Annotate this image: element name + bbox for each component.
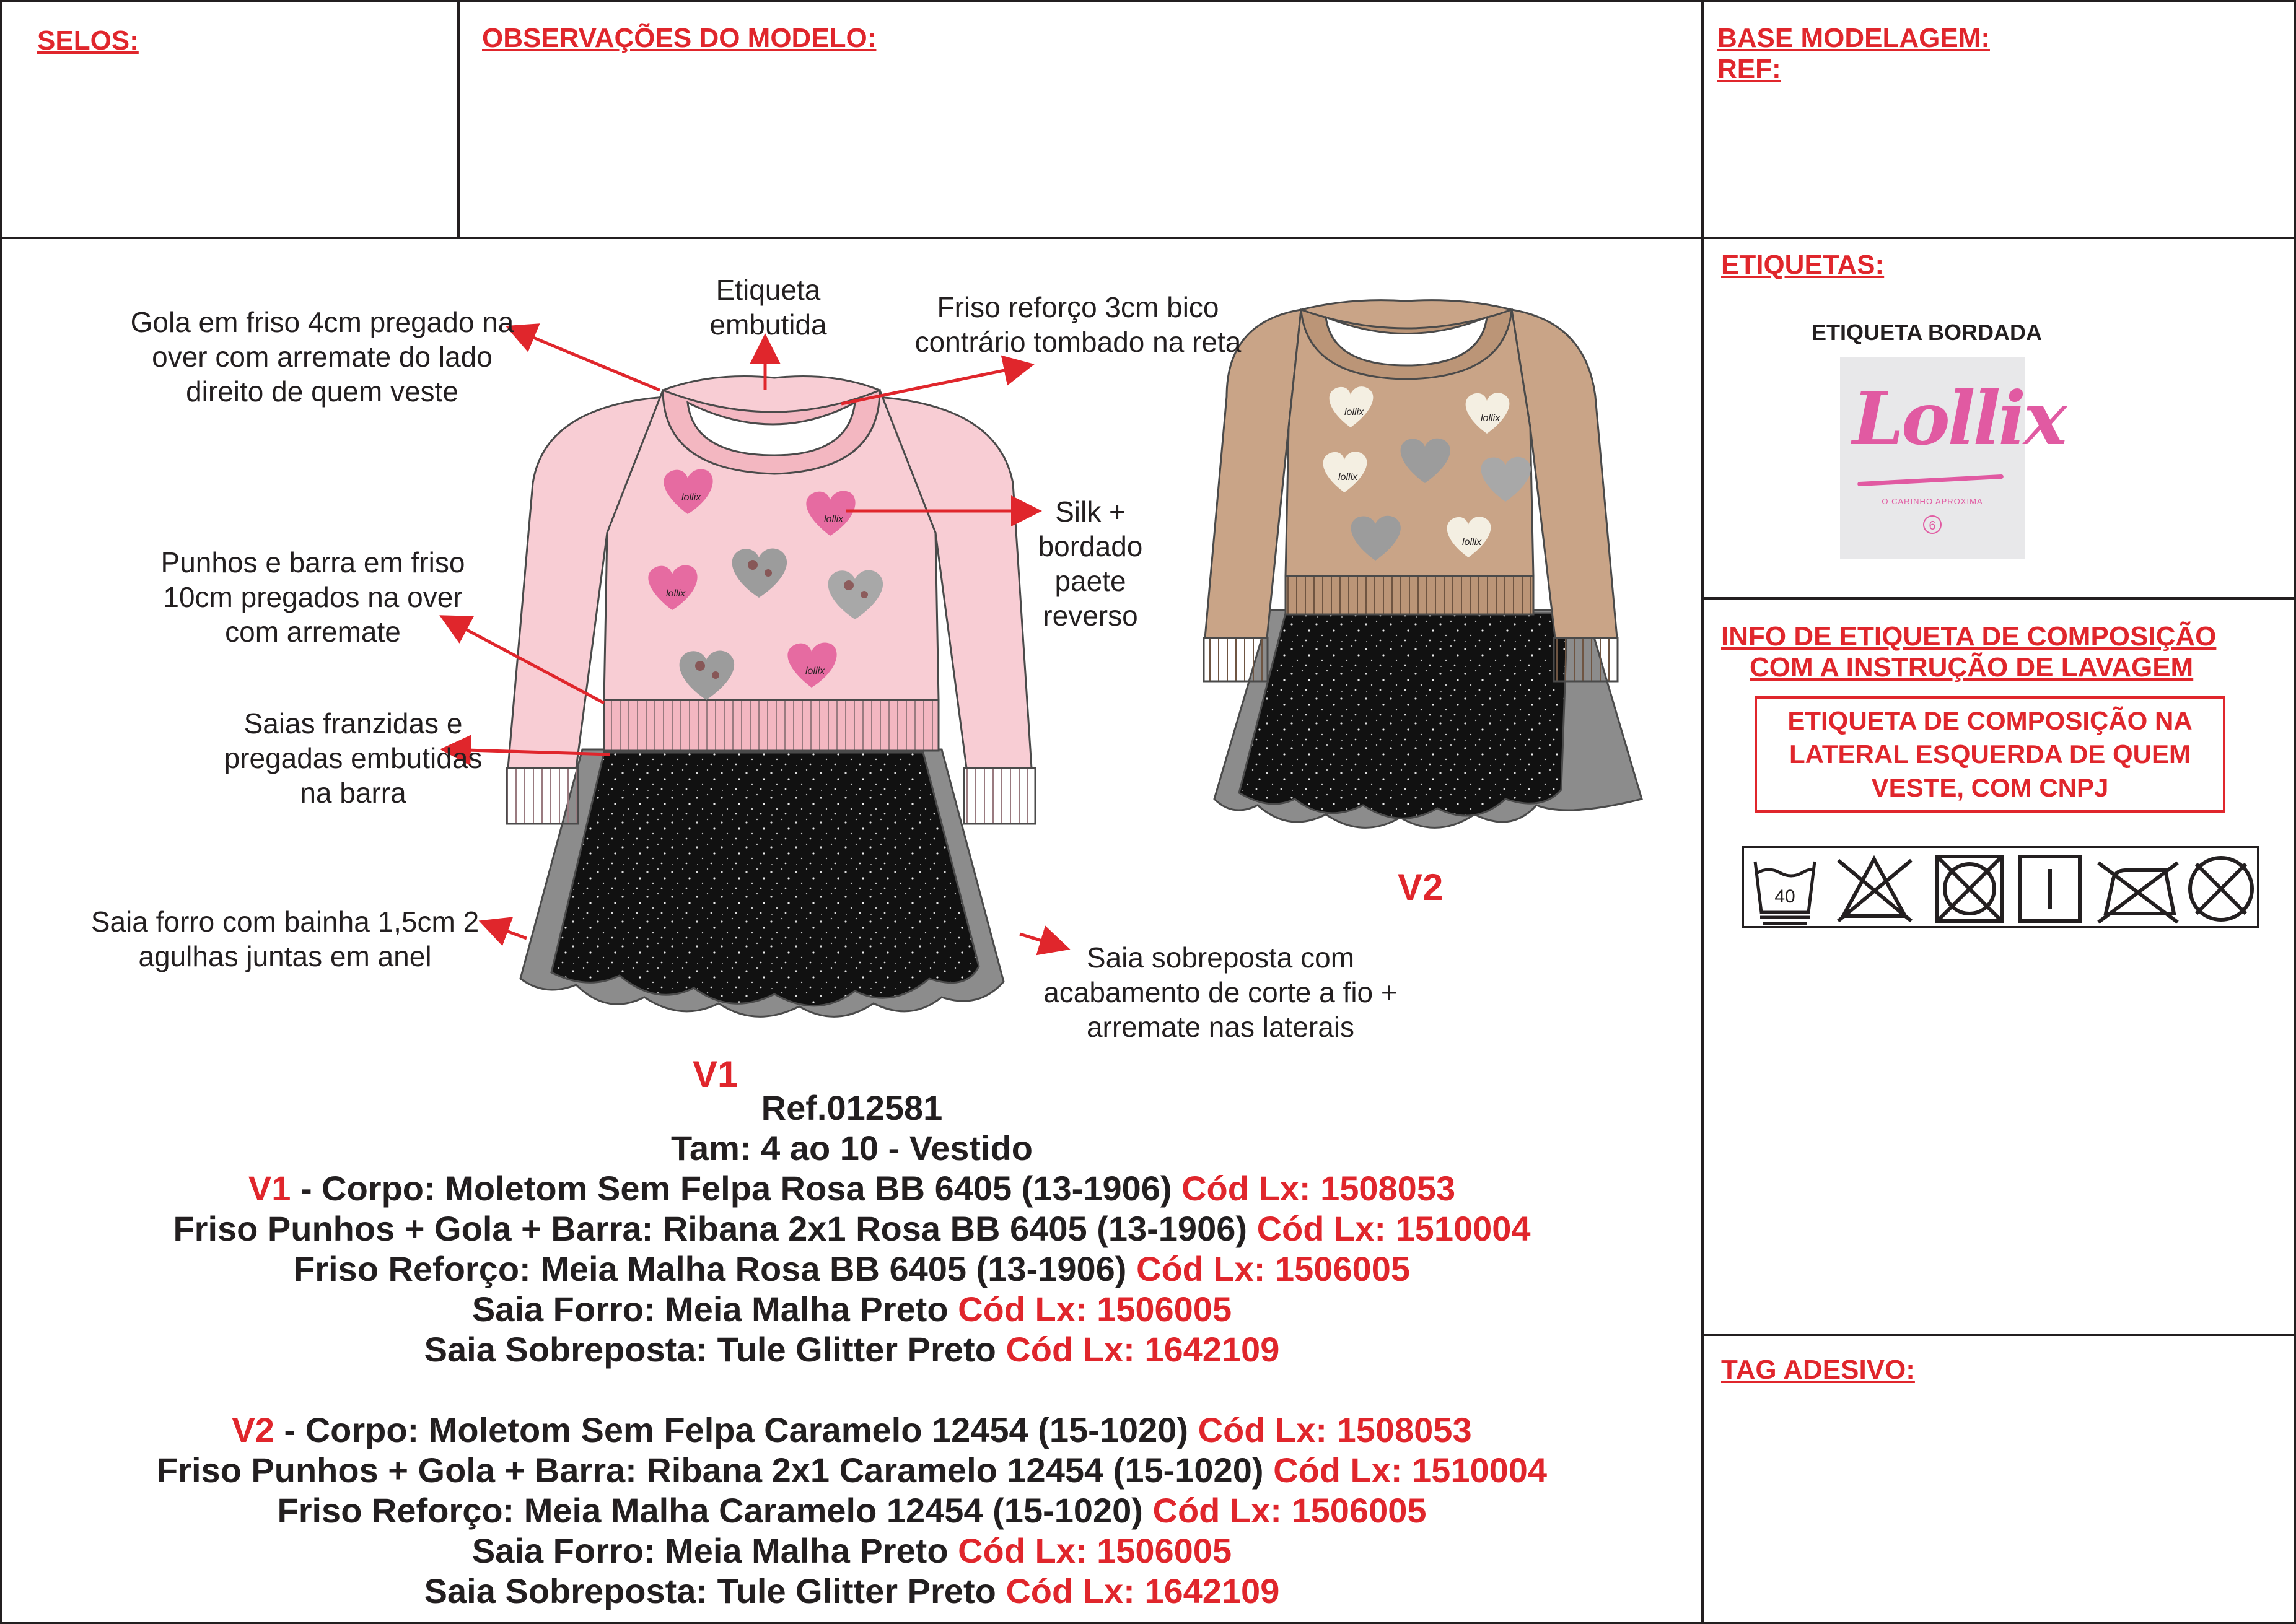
tag-adesivo-title: TAG ADESIVO: [1721,1355,1915,1385]
annotation-gola: Gola em friso 4cm pregado na over com arremate do lado direito de quem veste [130,306,514,408]
spec-v2-line-1: V2 - Corpo: Moletom Sem Felpa Caramelo 12454 (15-1020) Cód Lx: 1508053 [232,1410,1472,1449]
spec-v2-line-2: Friso Punhos + Gola + Barra: Ribana 2x1 Caramelo 12454 (15-1020) Cód Lx: 1510004 [156,1451,1548,1490]
no-dry-clean-icon [2190,858,2252,920]
spec-v1-line-1: V1 - Corpo: Moletom Sem Felpa Rosa BB 6405 (13-1906) Cód Lx: 1508053 [248,1169,1456,1208]
spec-v1-tag: V1 [248,1169,291,1208]
lollix-underline [1857,474,2004,486]
svg-text:lollix: lollix [805,666,825,676]
info-title-line1: INFO DE ETIQUETA DE COMPOSIÇÃO [1721,621,2217,652]
v1-label: V1 [693,1054,738,1095]
lollix-logo-label [1840,357,2065,559]
selos-title: SELOS: [37,25,139,56]
line-dry-icon [2020,857,2080,921]
spec-v1-line-3: Friso Reforço: Meia Malha Rosa BB 6405 (13-1906) Cód Lx: 1506005 [293,1249,1410,1288]
wash-care-symbols [1742,846,2259,928]
v2-left-cuff [1204,638,1268,681]
etiquetas-title: ETIQUETAS: [1721,250,1885,280]
annotation-silk: Silk + bordado paete reverso [1038,495,1143,632]
annotation-saias-franzidas: Saias franzidas e pregadas embutidas na barra [224,707,483,809]
spec-v1-line-2: Friso Punhos + Gola + Barra: Ribana 2x1 Rosa BB 6405 (13-1906) Cód Lx: 1510004 [173,1209,1531,1248]
sidebar-divider-2 [1701,1334,2296,1336]
spec-v1-line-4: Saia Forro: Meia Malha Preto Cód Lx: 1506005 [471,1290,1232,1329]
lollix-tagline: O CARINHO APROXIMA [1882,497,1983,506]
v1-tulle-skirt [551,753,979,1006]
annotation-saia-sobreposta: Saia sobreposta com acabamento de corte a fio + arremate nas laterais [1043,941,1398,1043]
no-tumble-dry-icon [1937,857,2002,921]
spec-v2-line-3: Friso Reforço: Meia Malha Caramelo 12454 (15-1020) Cód Lx: 1506005 [277,1491,1427,1530]
ref-title: REF: [1717,54,1781,84]
annotation-friso: Friso reforço 3cm bico contrário tombado na reta [914,291,1242,358]
svg-text:lollix: lollix [666,588,686,599]
annotation-etiqueta: Etiqueta embutida [709,274,827,341]
v2-tulle-skirt [1239,613,1567,818]
info-title-line2: COM A INSTRUÇÃO DE LAVAGEM [1750,652,2194,683]
svg-text:lollix: lollix [1344,407,1364,417]
size-circle: 6 [1923,515,1942,534]
spec-tam: Tam: 4 ao 10 - Vestido [670,1129,1033,1168]
arrow-gola [511,328,660,390]
v1-left-cuff [507,768,578,824]
spec-v1-line-5: Saia Sobreposta: Tule Glitter Preto Cód Lx: 1642109 [424,1330,1280,1369]
annotation-punhos: Punhos e barra em friso 10cm pregados na over com arremate [160,546,465,648]
spec-v2-line-5: Saia Sobreposta: Tule Glitter Preto Cód Lx: 1642109 [424,1571,1280,1610]
v1-right-cuff [964,768,1035,824]
annotation-saia-forro: Saia forro com bainha 1,5cm 2 agulhas juntas em anel [90,906,480,972]
svg-text:lollix: lollix [681,492,701,503]
v2-right-cuff [1554,638,1618,681]
base-modelagem-title: BASE MODELAGEM: [1717,23,1990,53]
spec-v2-line-4: Saia Forro: Meia Malha Preto Cód Lx: 1506005 [471,1531,1232,1570]
wash-temp: 40 [1774,886,1795,907]
svg-text:lollix: lollix [1462,537,1482,548]
arrow-saia-forro [484,923,527,938]
arrow-friso [841,365,1028,404]
svg-text:lollix: lollix [824,514,844,525]
observacoes-title: OBSERVAÇÕES DO MODELO: [482,23,877,53]
svg-text:lollix: lollix [1481,413,1501,424]
composicao-box [1755,696,2225,813]
svg-text:lollix: lollix [1338,472,1358,482]
spec-ref: Ref.012581 [761,1088,943,1127]
no-iron-icon [2098,863,2178,922]
sidebar-divider-1 [1701,597,2296,600]
wash-icons-svg [1744,848,2261,930]
composicao-text: ETIQUETA DE COMPOSIÇÃO NA LATERAL ESQUERDA DE QUEM VESTE, COM CNPJ [1787,706,2193,802]
v2-label: V2 [1398,867,1444,908]
v1-garment [507,377,1035,1017]
spec-v2-tag: V2 [232,1410,274,1449]
lollix-logo-text: Lollix [1852,375,2065,461]
etiqueta-bordada-label: ETIQUETA BORDADA [1812,320,2042,345]
no-bleach-icon [1838,859,1911,921]
v2-garment [1204,300,1642,828]
